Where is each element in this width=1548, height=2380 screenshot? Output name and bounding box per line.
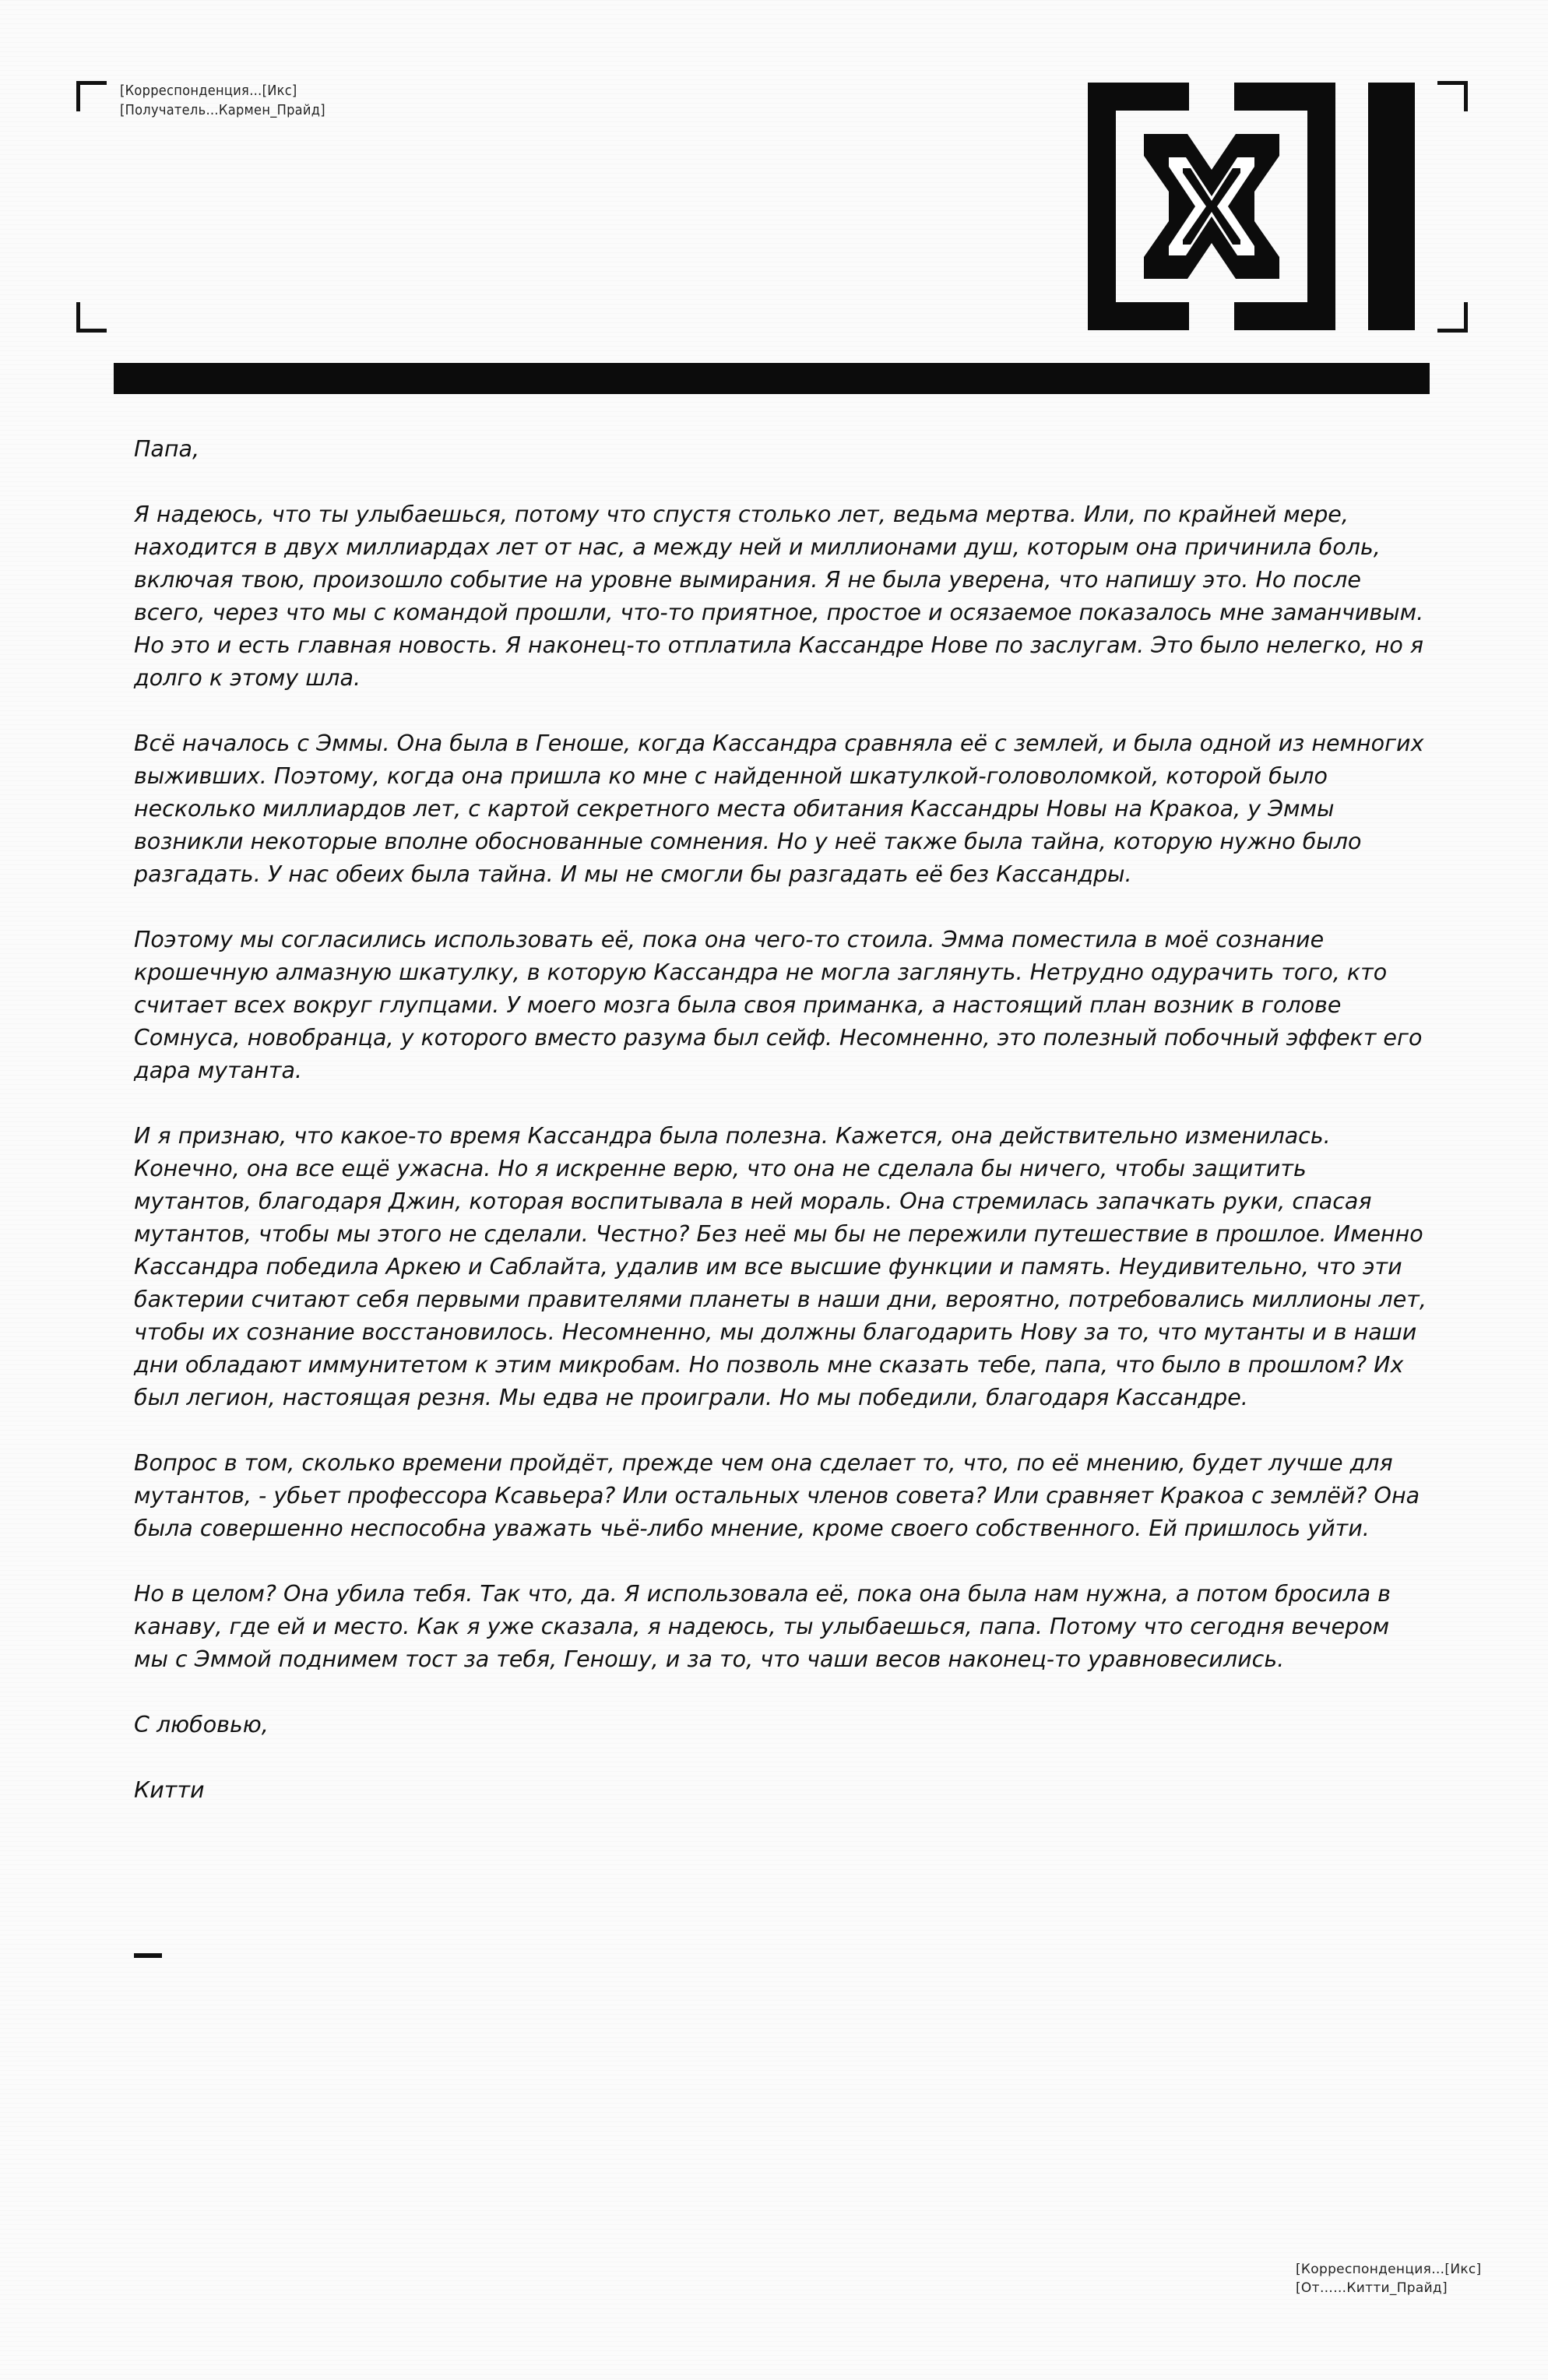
header-correspondence-line: [Корреспонденция…[Икс] [120, 83, 297, 99]
footer-metadata [1296, 2260, 1482, 2297]
header-recipient-line: [Получатель…Кармен_Прайд] [120, 102, 325, 118]
header-metadata [120, 81, 325, 120]
letter-paragraph-3: Поэтому мы согласились использовать её, пока она чего-то стоила. Эмма поместила в моё сознание крошечную алмазную шкатулку, в которую Кассандра не могла заглянуть. Нетрудно одурачить того, кто считает всех вокруг глупцами. У моего мозга была своя приманка, а настоящий план возник в голове Сомнуса, новобранца, у которого вместо разума был сейф. Несомненно, это полезный побочный эффект его дара мутанта. [134, 927, 1423, 1083]
letter-paragraph-1: Я надеюсь, что ты улыбаешься, потому что спустя столько лет, ведьма мертва. Или, по крайней мере, находится в двух миллиардах лет от нас, а между ней и миллионами душ, которым она причинила боль, включая твою, произошло событие на уровне вымирания. Я не была уверена, что напишу это. Но после всего, через что мы с командой прошли, что-то приятное, простое и осязаемое показалось мне заманчивым. Но это и есть главная новость. Я наконец-то отплатила Кассандре Нове по заслугам. Это было нелегко, но я долго к этому шла. [134, 502, 1424, 691]
letter-closing: С любовью, [134, 1712, 269, 1737]
letter-paragraph-4: И я признаю, что какое-то время Кассандра была полезна. Кажется, она действительно изменилась. Конечно, она все ещё ужасна. Но я искренне верю, что она не сделала бы ничего, чтобы защитить мутантов, благодаря Джин, которая воспитывала в ней мораль. Она стремилась запачкать руки, спасая мутантов, чтобы мы этого не сделали. Честно? Без неё мы бы не пережили путешествие в прошлое. Именно Кассандра победила Аркею и Саблайта, удалив им все высшие функции и память. Неудивительно, что эти бактерии считают себя первыми правителями планеты в наши дни, вероятно, потребовались миллионы лет, чтобы их сознание восстановилось. Несомненно, мы должны благодарить Нову за то, что мутанты и в наши дни обладают иммунитетом к этим микробам. Но позволь мне сказать тебе, папа, что было в прошлом? Их был легион, настоящая резня. Мы едва не проиграли. Но мы победили, благодаря Кассандре. [134, 1123, 1427, 1410]
letter-body [134, 433, 1427, 1840]
letter-paragraph-2: Всё началось с Эммы. Она была в Геноше, когда Кассандра сравняла её с землей, и была одной из немногих выживших. Поэтому, когда она пришла ко мне с найденной шкатулкой-головоломкой, которой было несколько миллиардов лет, с картой секретного места обитания Кассандры Новы на Кракоа, у Эммы возникли некоторые вполне обоснованные сомнения. Но у неё также была тайна, которую нужно было разгадать. У нас обеих была тайна. И мы не смогли бы разгадать её без Кассандры. [134, 731, 1424, 887]
letter-greeting: Папа, [134, 436, 200, 462]
header-rule [114, 363, 1430, 394]
frame-corner-top-right [1437, 81, 1468, 111]
letter-paragraph-5: Вопрос в том, сколько времени пройдёт, прежде чем она сделает то, что, по её мнению, будет лучше для мутантов, - убьет профессора Ксавьера? Или остальных членов совета? Или сравняет Кракоа с землёй? Она была совершенно неспособна уважать чьё-либо мнение, кроме своего собственного. Ей пришлось уйти. [134, 1450, 1420, 1541]
frame-corner-bottom-right [1437, 302, 1468, 333]
signature-dash [134, 1953, 162, 1958]
frame-corner-bottom-left [76, 302, 107, 333]
footer-correspondence-line: [Корреспонденция…[Икс] [1296, 2262, 1482, 2277]
frame-corner-top-left [76, 81, 107, 111]
letter-signature: Китти [134, 1777, 205, 1803]
x-logo-icon [1088, 83, 1415, 330]
footer-sender-line: [От……Китти_Прайд] [1296, 2280, 1448, 2296]
letter-paragraph-6: Но в целом? Она убила тебя. Так что, да. Я использовала её, пока она была нам нужна, а потом бросила в канаву, где ей и место. Как я уже сказала, я надеюсь, ты улыбаешься, папа. Потому что сегодня вечером мы с Эммой поднимем тост за тебя, Геношу, и за то, что чаши весов наконец-то уравновесились. [134, 1581, 1391, 1672]
